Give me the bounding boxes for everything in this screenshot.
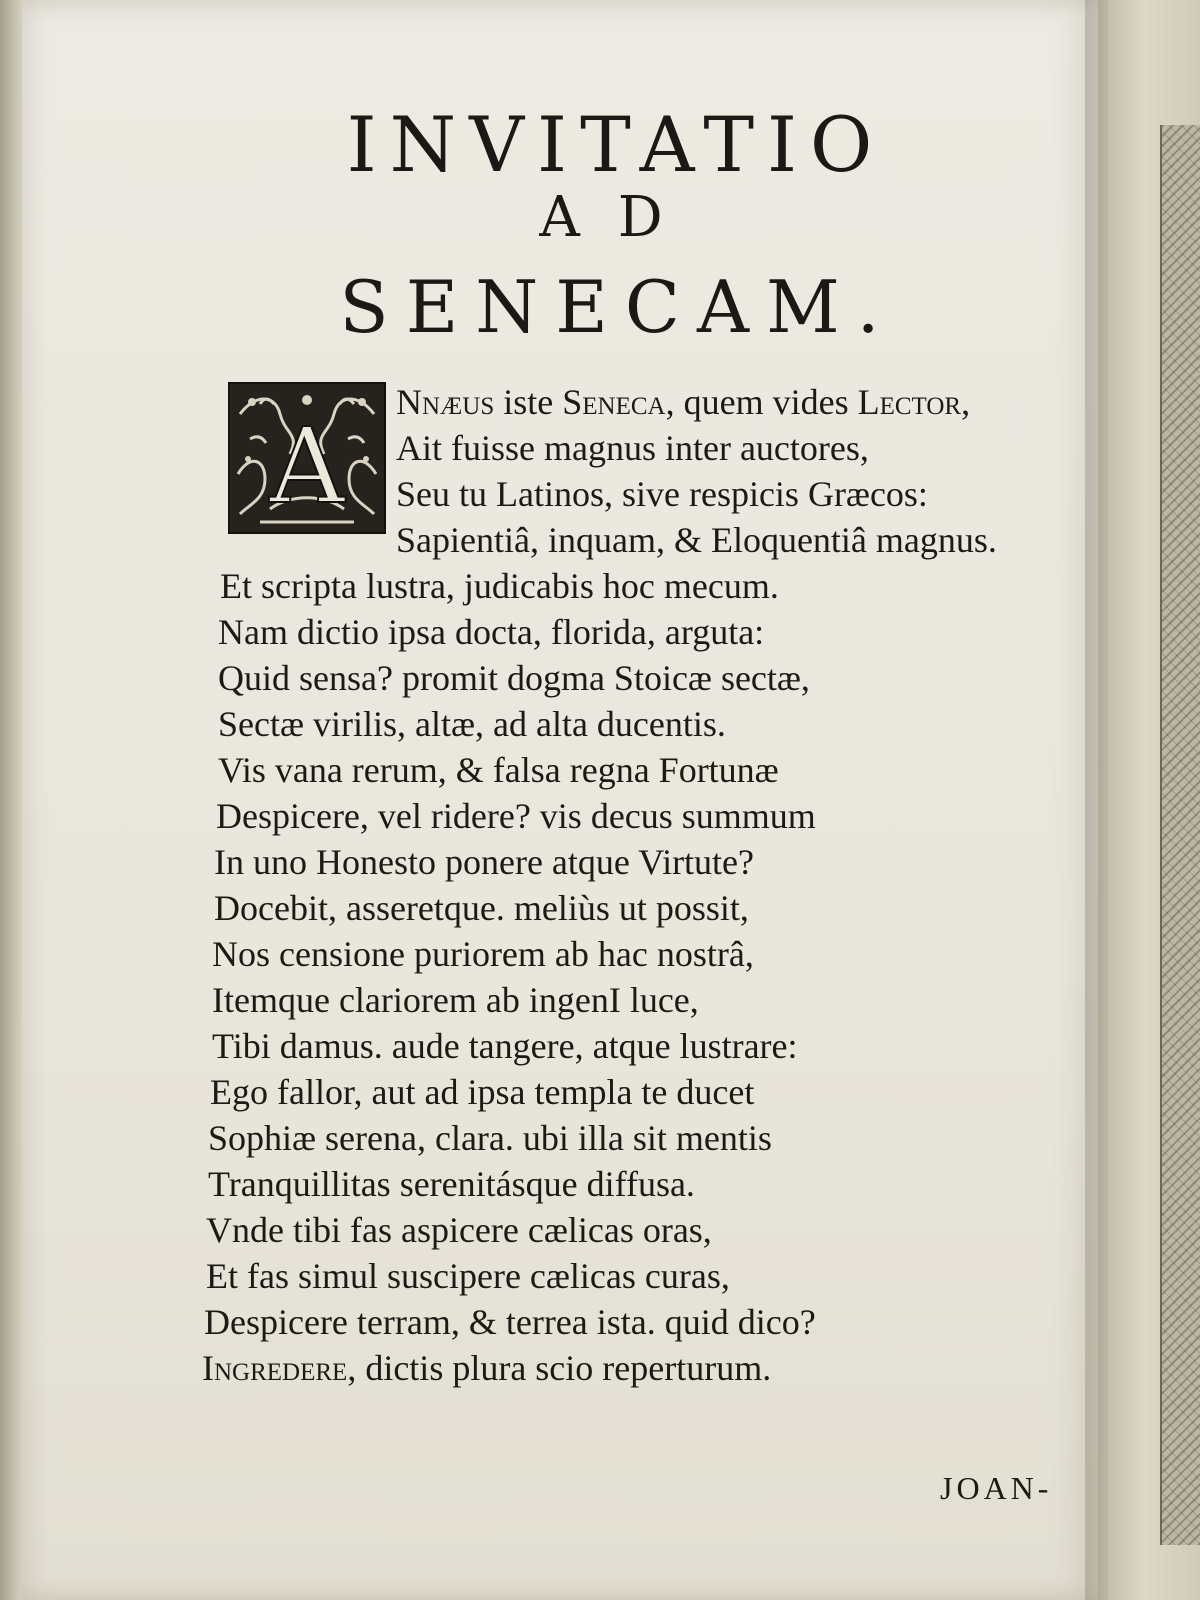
poem-line: Nam dictio ipsa docta, florida, arguta: (218, 612, 765, 652)
title-line-1: INVITATIO (346, 100, 886, 189)
poem-line: Docebit, asseretque. meliùs ut possit, (214, 888, 749, 928)
catchword: JOAN- (940, 1470, 1053, 1506)
word-ingredere: Ingredere (202, 1348, 348, 1388)
line-text: , dictis plura scio reperturum. (347, 1348, 772, 1388)
poem-line-last (202, 1346, 771, 1390)
poem-line: Despicere terram, & terrea ista. quid dico? (204, 1302, 816, 1342)
poem-line: Tranquillitas serenitásque diffusa. (208, 1164, 695, 1204)
poem-line: In uno Honesto ponere atque Virtute? (214, 842, 755, 882)
poem-line: Ego fallor, aut ad ipsa templa te ducet (210, 1072, 755, 1112)
poem-line-1 (396, 380, 970, 424)
poem-line: Despicere, vel ridere? vis decus summum (216, 796, 816, 836)
poem-line: Et fas simul suscipere cælicas curas, (206, 1256, 730, 1296)
poem-line: Vnde tibi fas aspicere cælicas oras, (206, 1210, 712, 1250)
line-text: iste (494, 382, 563, 422)
poem-line: Sapientiâ, inquam, & Eloquentiâ magnus. (396, 520, 997, 560)
poem-line: Nos censione puriorem ab hac nostrâ, (212, 934, 754, 974)
poem-line: Itemque clariorem ab ingenI luce, (212, 980, 699, 1020)
initial-letter: A (269, 405, 345, 527)
floral-initial-icon (230, 384, 384, 532)
line-text: , quem vides (665, 382, 858, 422)
poem-line: Sophiæ serena, clara. ubi illa sit mentis (208, 1118, 772, 1158)
poem-line: Quid sensa? promit dogma Stoicæ sectæ, (218, 658, 810, 698)
poem-line: Seu tu Latinos, sive respicis Græcos: (396, 474, 928, 514)
name-seneca: Seneca (562, 382, 666, 422)
poem-line: Ait fuisse magnus inter auctores, (396, 428, 869, 468)
word-lector: Lector (857, 382, 962, 422)
line-end: , (961, 382, 971, 422)
title-line-3: SENECAM. (339, 265, 897, 349)
decorated-initial (228, 382, 386, 534)
poem-line: Sectæ virilis, altæ, ad alta ducentis. (218, 704, 726, 744)
initial-word-rest: Nnæus (396, 382, 495, 422)
poem-line: Vis vana rerum, & falsa regna Fortunæ (218, 750, 779, 790)
poem-line: Et scripta lustra, judicabis hoc mecum. (220, 566, 779, 606)
poem-line: Tibi damus. aude tangere, atque lustrare: (212, 1026, 798, 1066)
title-line-2: AD (539, 185, 701, 250)
